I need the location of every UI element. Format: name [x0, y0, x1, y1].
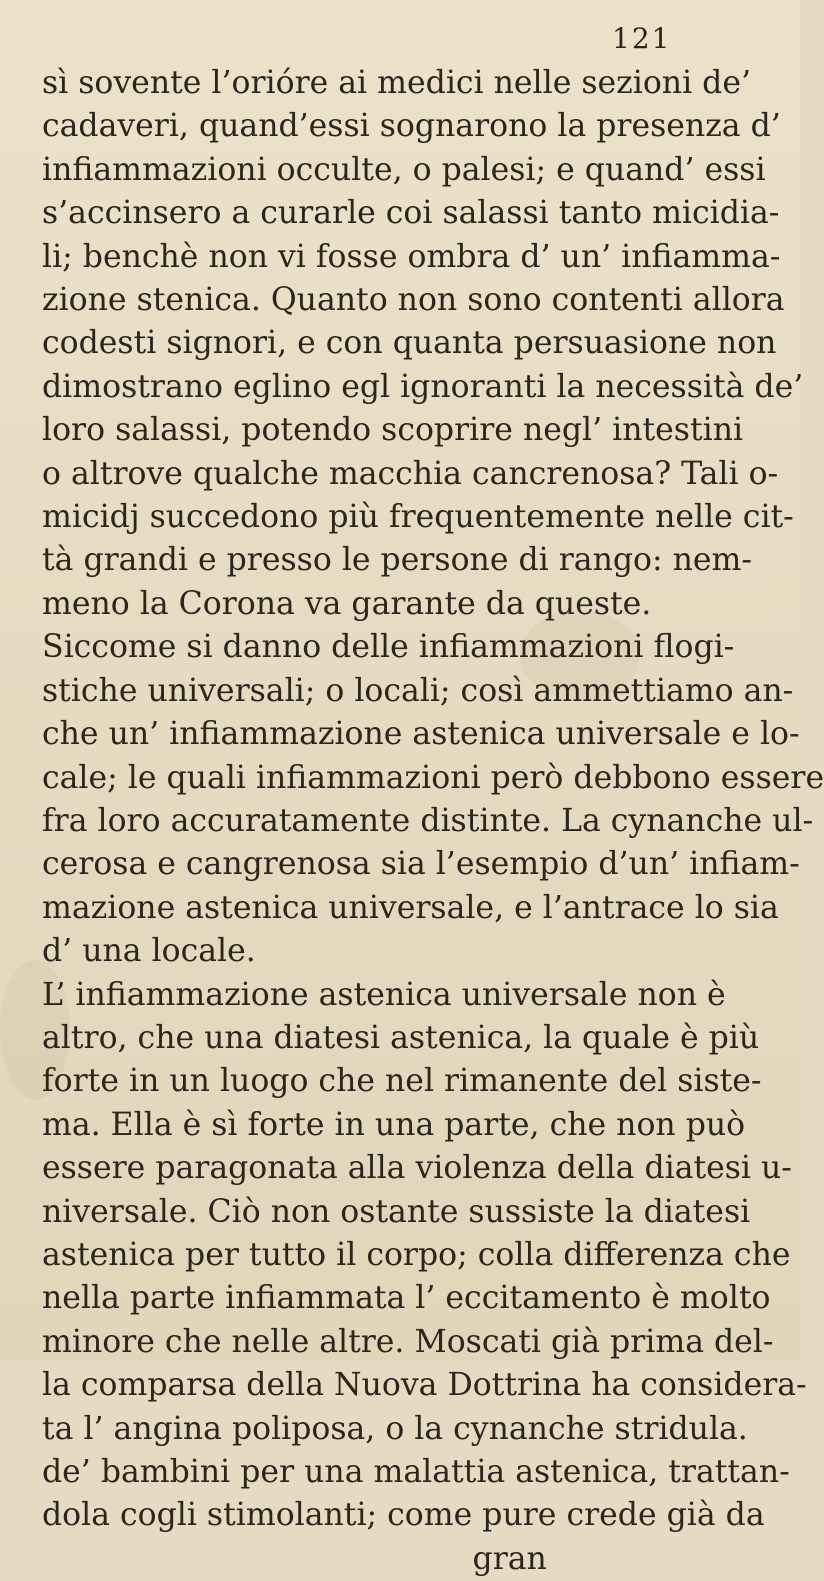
text-line: tà grandi e presso le persone di rango: nem-	[42, 542, 753, 579]
text-line: cadaveri, quand’essi sognarono la presenza d’	[42, 108, 781, 145]
text-line: L’ infiammazione astenica universale non è	[42, 976, 726, 1013]
text-line: zione stenica. Quanto non sono contenti allora	[42, 282, 785, 319]
text-line: ta l’ angina poliposa, o la cynanche stridula.	[42, 1410, 748, 1447]
text-line: cerosa e cangrenosa sia l’esempio d’un’ infiam-	[42, 846, 800, 883]
text-line: meno la Corona va garante da queste.	[42, 585, 652, 622]
text-line: sì sovente l’orióre ai medici nelle sezioni de’	[42, 65, 751, 101]
text-line: essere paragonata alla violenza della diatesi u-	[42, 1150, 792, 1187]
text-line: li; benchè non vi fosse ombra d’ un’ infiamma-	[42, 238, 781, 275]
text-line: loro salassi, potendo scoprire negl’ intestini	[42, 412, 744, 449]
text-line: de’ bambini per una malattia astenica, trattan-	[42, 1454, 790, 1490]
text-line: Siccome si danno delle infiammazioni flogi-	[42, 629, 735, 666]
text-line: stiche universali; o locali; così ammettiamo an-	[42, 672, 794, 709]
text-line: s’accinsero a curarle coi salassi tanto micidia-	[42, 195, 780, 232]
text-line: forte in un luogo che nel rimanente del siste-	[42, 1063, 762, 1100]
text-line: astenica per tutto il corpo; colla differenza che	[42, 1236, 791, 1273]
text-line: altro, che una diatesi astenica, la quale è più	[42, 1019, 760, 1056]
text-line: nella parte infiammata l’ eccitamento è molto	[42, 1280, 771, 1317]
page-number: 121	[612, 22, 672, 55]
text-line: infiammazioni occulte, o palesi; e quand’ essi	[42, 151, 766, 188]
text-line: la comparsa della Nuova Dottrina ha considera-	[42, 1367, 807, 1404]
catchword: gran	[42, 1540, 547, 1577]
text-line: dola cogli stimolanti; come pure crede già da	[42, 1497, 765, 1534]
text-line: che un’ infiammazione astenica universale e lo-	[42, 716, 800, 753]
text-line: minore che nelle altre. Moscati già prima del-	[42, 1323, 774, 1360]
text-line: codesti signori, e con quanta persuasione non	[42, 325, 777, 362]
text-line: d’ una locale.	[42, 933, 256, 970]
body-text	[42, 62, 824, 1581]
text-line: fra loro accuratamente distinte. La cynanche ul-	[42, 802, 814, 839]
text-line: niversale. Ciò non ostante sussiste la diatesi	[42, 1193, 751, 1230]
text-line: ma. Ella è sì forte in una parte, che non può	[42, 1106, 746, 1143]
text-line: micidj succedono più frequentemente nelle cit-	[42, 499, 794, 536]
text-line: mazione astenica universale, e l’antrace lo sia	[42, 889, 779, 926]
text-line: cale; le quali infiammazioni però debbono essere	[42, 759, 824, 796]
text-line: o altrove qualche macchia cancrenosa? Tali o-	[42, 455, 779, 492]
text-line: dimostrano eglino egl ignoranti la necessità de’	[42, 368, 804, 405]
